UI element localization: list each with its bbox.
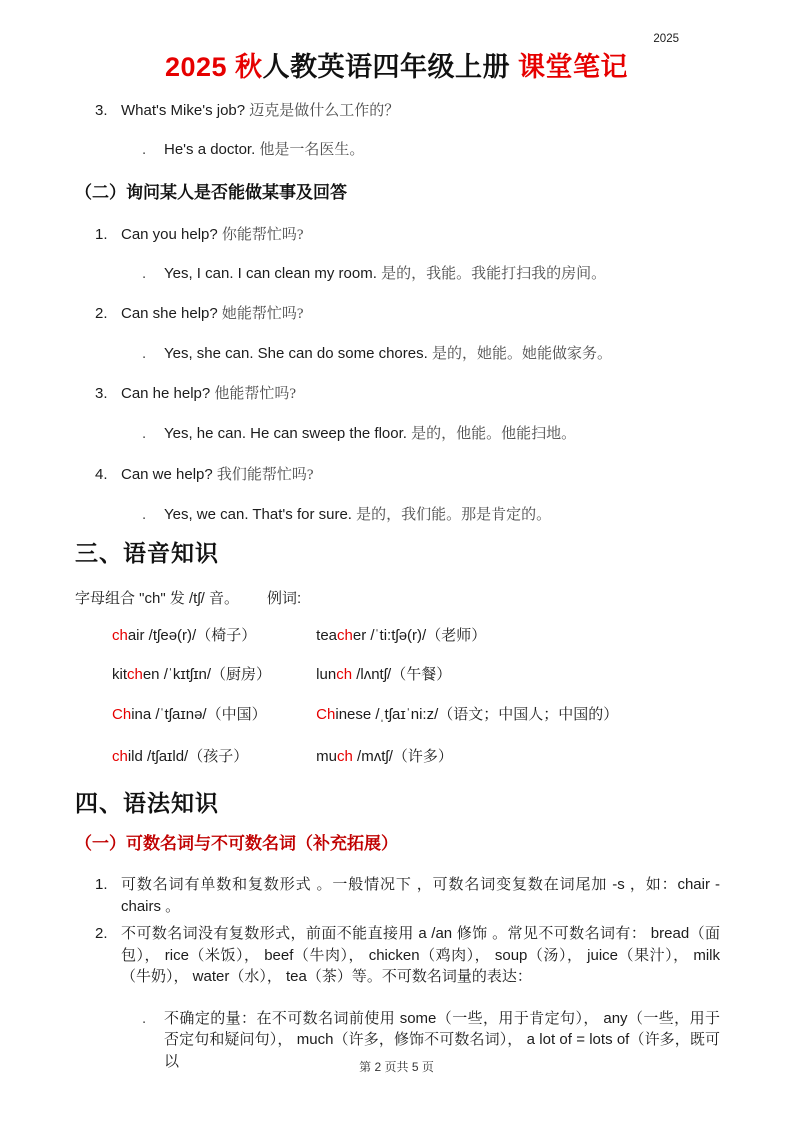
grammar-item-text: 不可数名词没有复数形式，前面不能直接用 a /an 修饰 。常见不可数名词有： bread（面包）， rice（米饭）， beef（牛肉）， chicken（鸡肉）， soup（汤）， juice（果汁）， milk（牛奶）， water（水）， tea（茶）等。不可数名词量的表达： — [121, 925, 720, 985]
dialog-question-item — [95, 464, 720, 486]
answer-text: Yes, we can. That's for sure. 是的，我们能。那是肯定的。 — [164, 506, 552, 523]
corner-year: 2025 — [653, 33, 679, 45]
question-text: What's Mike's job? 迈克是做什么工作的？ — [121, 102, 400, 119]
section-heading-grammar: 四、语法知识 — [75, 790, 219, 816]
phonics-rule-text: 字母组合 "ch" 发 /tʃ/ 音。 — [75, 590, 239, 607]
red-letters: ch — [112, 748, 128, 765]
answer-bullet: . — [142, 425, 147, 442]
word-entry-child: child /tʃaɪld/（孩子） — [112, 748, 249, 765]
word-entry-chinese: Chinese /ˌtʃaɪˈni:z/（语文；中国人；中国的） — [316, 706, 619, 723]
dialog-answer-item — [142, 423, 720, 445]
answer-bullet: . — [142, 265, 147, 282]
title-book-part: 人教英语四年级上册 — [262, 52, 511, 82]
dialog-answer-item — [142, 504, 720, 526]
answer-bullet: . — [142, 345, 147, 362]
grammar-bullet-text: 不确定的量：在不可数名词前使用 some（一些，用于肯定句）， any（一些，用于否定句和疑问句）， much（许多，修饰不可数名词）， a lot of = lots of（许多，既可以 — [164, 1009, 720, 1070]
item-number: 1. — [95, 876, 108, 893]
answer-text: Yes, she can. She can do some chores. 是的，她能。她能做家务。 — [164, 345, 612, 362]
title-year-part: 2025 秋 — [164, 52, 263, 82]
word-entry-teacher: teacher /ˈti:tʃə(r)/（老师） — [316, 627, 487, 644]
item-number: 2. — [95, 925, 108, 942]
question-text: Can she help? 她能帮忙吗? — [121, 305, 304, 322]
item-number: 2. — [95, 305, 108, 322]
red-letters: ch — [127, 666, 143, 683]
answer-bullet: . — [142, 506, 147, 523]
phonics-example-label: 例词: — [267, 590, 302, 607]
word-entry-kitchen: kitchen /ˈkɪtʃɪn/（厨房） — [112, 666, 272, 683]
phonics-intro — [75, 588, 720, 609]
dialog-question-item — [95, 224, 720, 246]
word-entry-chair: chair /tʃeə(r)/（椅子） — [112, 627, 257, 644]
dialog-question-item — [95, 100, 720, 122]
item-number: 3. — [95, 102, 108, 119]
answer-bullet: . — [142, 141, 147, 158]
answer-text: Yes, I can. I can clean my room. 是的，我能。我能打扫我的房间。 — [164, 265, 607, 282]
red-letters: Ch — [112, 706, 132, 723]
answer-text: Yes, he can. He can sweep the floor. 是的，他能。他能扫地。 — [164, 425, 577, 442]
grammar-subheading: （一）可数名词与不可数名词（补充拓展） — [75, 834, 398, 853]
question-text: Can we help? 我们能帮忙吗? — [121, 466, 314, 483]
phonics-row — [112, 664, 720, 685]
grammar-item — [95, 923, 720, 988]
phonics-row — [112, 704, 720, 725]
section-heading-phonics: 三、语音知识 — [75, 540, 219, 566]
dialog-question-item — [95, 383, 720, 405]
grammar-item — [95, 874, 720, 917]
dialog-answer-item — [142, 139, 720, 161]
red-letters: ch — [337, 627, 353, 644]
answer-bullet: . — [142, 1009, 147, 1027]
word-entry-lunch: lunch /lʌntʃ/（午餐） — [316, 666, 452, 683]
red-letters: ch — [336, 666, 353, 683]
phonics-row — [112, 625, 720, 646]
dialog-question-item — [95, 303, 720, 325]
item-number: 1. — [95, 226, 108, 243]
footer-page-number: 第 2 页共 5 页 — [359, 1060, 434, 1074]
word-entry-china: China /ˈtʃaɪnə/（中国） — [112, 706, 267, 723]
phonics-row — [112, 746, 720, 767]
grammar-item-text: 可数名词有单数和复数形式 。一般情况下 ，可数名词变复数在词尾加 -s ，如：chair - chairs 。 — [121, 876, 720, 915]
red-letters: Ch — [316, 706, 336, 723]
section-heading-ask: （二）询问某人是否能做某事及回答 — [75, 183, 347, 202]
red-letters: ch — [337, 748, 353, 765]
page-content — [0, 100, 793, 1072]
item-number: 3. — [95, 385, 108, 402]
dialog-answer-item — [142, 343, 720, 365]
question-text: Can you help? 你能帮忙吗? — [121, 226, 304, 243]
red-letters: ch — [112, 627, 128, 644]
title-notes-part: 课堂笔记 — [510, 52, 629, 82]
question-text: Can he help? 他能帮忙吗? — [121, 385, 297, 402]
word-entry-much: much /mʌtʃ/（许多） — [316, 748, 453, 765]
answer-text: He's a doctor. 他是一名医生。 — [164, 141, 365, 158]
item-number: 4. — [95, 466, 108, 483]
dialog-answer-item — [142, 263, 720, 285]
